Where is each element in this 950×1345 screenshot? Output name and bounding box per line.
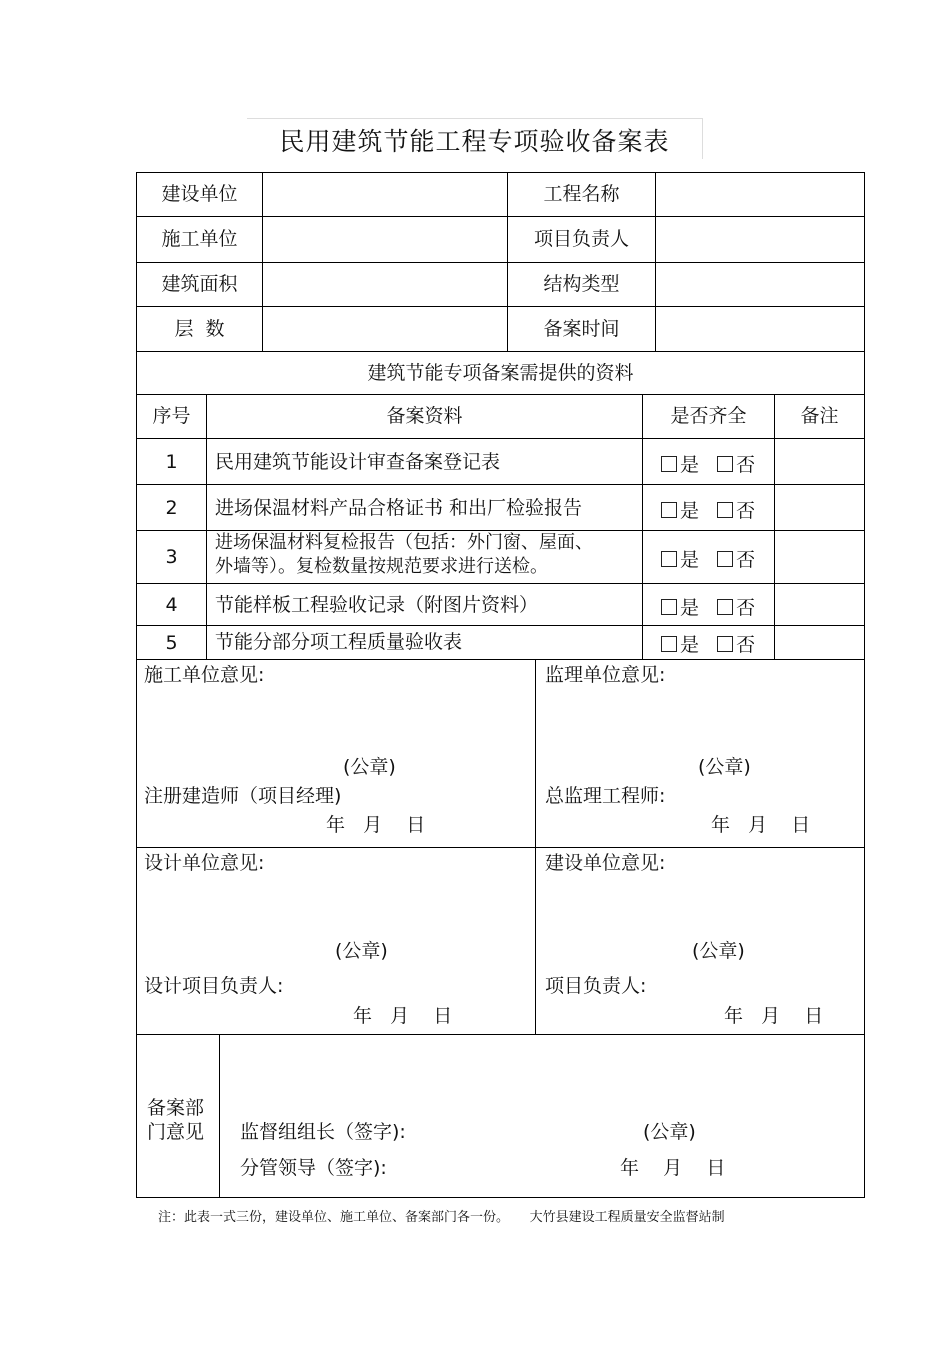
construction-signer: 注册建造师（项目经理) <box>144 785 342 807</box>
supervision-signer: 总监理工程师: <box>545 785 666 807</box>
yes-checkbox[interactable] <box>661 502 677 518</box>
design-seal: (公章) <box>335 940 388 962</box>
yes-no-checkboxes: 是 否 <box>661 545 755 572</box>
owner-seal: (公章) <box>692 940 745 962</box>
row-number: 1 <box>165 451 178 473</box>
yes-checkbox[interactable] <box>661 551 677 567</box>
record-time-label: 备案时间 <box>543 318 620 340</box>
floors-label: 层 数 <box>174 318 225 340</box>
no-checkbox[interactable] <box>717 456 733 472</box>
yes-no-checkboxes: 是 否 <box>661 630 755 657</box>
header-complete: 是否齐全 <box>670 405 747 427</box>
construction-opinion-label: 施工单位意见: <box>144 664 265 686</box>
yes-checkbox[interactable] <box>661 636 677 652</box>
no-checkbox[interactable] <box>717 551 733 567</box>
yes-no-checkboxes: 是 否 <box>661 450 755 477</box>
owner-opinion-label: 建设单位意见: <box>545 852 666 874</box>
row-item-text: 进场保温材料产品合格证书 和出厂检验报告 <box>215 497 583 519</box>
filing-label-line2: 门意见 <box>147 1121 205 1143</box>
design-date: 年 月 日 <box>353 1005 453 1027</box>
supervisor-signature: 监督组组长（签字): <box>240 1121 406 1143</box>
filing-seal: (公章) <box>643 1121 696 1143</box>
construction-date: 年 月 日 <box>326 814 426 836</box>
design-opinion-label: 设计单位意见: <box>144 852 265 874</box>
yes-no-checkboxes: 是 否 <box>661 593 755 620</box>
owner-date: 年 月 日 <box>724 1005 824 1027</box>
construct-unit-label: 施工单位 <box>161 228 238 250</box>
materials-section-title: 建筑节能专项备案需提供的资料 <box>367 362 634 384</box>
row-item-text: 民用建筑节能设计审查备案登记表 <box>215 451 501 473</box>
page-title: 民用建筑节能工程专项验收备案表 <box>247 118 703 159</box>
owner-signer: 项目负责人: <box>545 975 647 997</box>
project-name-label: 工程名称 <box>543 183 620 205</box>
design-signer: 设计项目负责人: <box>144 975 284 997</box>
header-note: 备注 <box>800 405 839 427</box>
yes-checkbox[interactable] <box>661 599 677 615</box>
no-checkbox[interactable] <box>717 502 733 518</box>
manager-signature: 分管领导（签字): <box>240 1157 387 1179</box>
row-item-text-line2: 外墙等）。复检数量按规范要求进行送检。 <box>215 556 548 577</box>
header-no: 序号 <box>152 405 191 427</box>
row-number: 5 <box>165 632 178 654</box>
yes-no-checkboxes: 是 否 <box>661 496 755 523</box>
supervision-date: 年 月 日 <box>711 814 811 836</box>
no-checkbox[interactable] <box>717 599 733 615</box>
filing-label-line1: 备案部 <box>147 1097 205 1119</box>
filing-date: 年 月 日 <box>620 1157 726 1179</box>
area-label: 建筑面积 <box>161 273 238 295</box>
row-number: 2 <box>165 497 178 519</box>
construction-seal: (公章) <box>343 756 396 778</box>
yes-checkbox[interactable] <box>661 456 677 472</box>
build-unit-label: 建设单位 <box>161 183 238 205</box>
supervision-opinion-label: 监理单位意见: <box>545 664 666 686</box>
header-item: 备案资料 <box>386 405 463 427</box>
row-number: 4 <box>165 594 178 616</box>
no-checkbox[interactable] <box>717 636 733 652</box>
supervision-seal: (公章) <box>698 756 751 778</box>
footnote: 注：此表一式三份，建设单位、施工单位、备案部门各一份。 大竹县建设工程质量安全监督站制 <box>158 1210 725 1225</box>
row-item-text-line1: 进场保温材料复检报告（包括：外门窗、屋面、 <box>215 532 593 553</box>
structure-label: 结构类型 <box>543 273 620 295</box>
project-lead-label: 项目负责人 <box>533 228 629 250</box>
row-item-text: 节能样板工程验收记录（附图片资料） <box>215 594 539 616</box>
row-item-text: 节能分部分项工程质量验收表 <box>215 631 463 653</box>
row-number: 3 <box>165 546 178 568</box>
